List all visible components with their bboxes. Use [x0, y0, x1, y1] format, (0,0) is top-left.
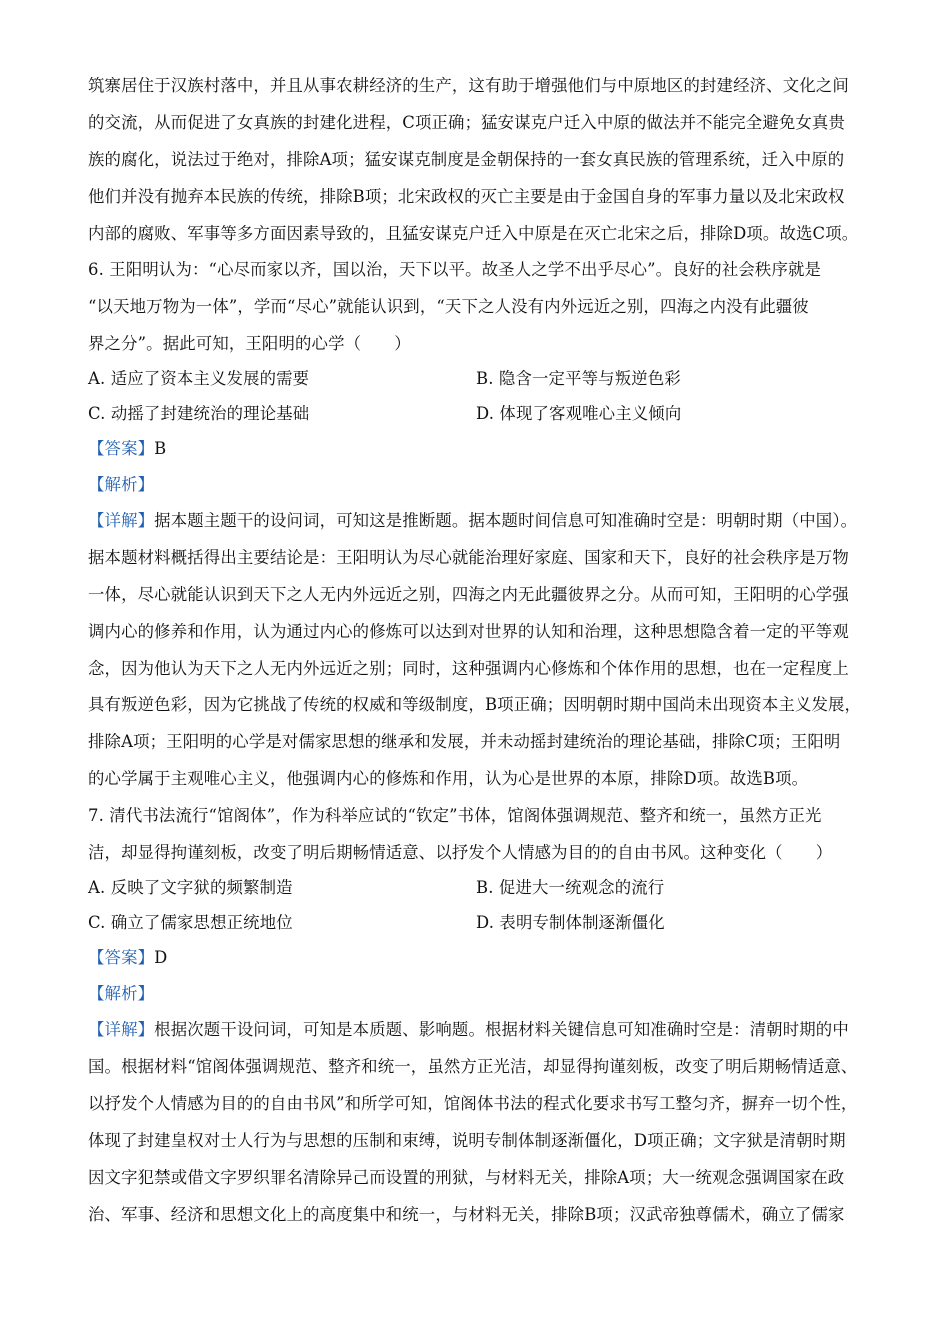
- paragraph-line: 的交流，从而促进了女真族的封建化进程，C项正确；猛安谋克户迁入中原的做法并不能完全避免女真贵: [88, 113, 846, 132]
- q7-option-b: B. 促进大一统观念的流行: [476, 878, 665, 897]
- q7-detail-line: 以抒发个人情感为目的的自由书风”和所学可知，馆阁体书法的程式化要求书写工整匀齐，摒弃一切个性，: [88, 1094, 858, 1113]
- paragraph-line: 他们并没有抛弃本民族的传统，排除B项；北宋政权的灭亡主要是由于金国自身的军事力量以及北宋政权: [88, 187, 845, 206]
- q6-detail-line: 调内心的修养和作用，认为通过内心的修炼可以达到对世界的认知和治理，这种思想隐含着一定的平等观: [88, 622, 849, 641]
- q6-detail-line: 具有叛逆色彩，因为它挑战了传统的权威和等级制度，B项正确；因明朝时期中国尚未出现资本主义发展，: [88, 695, 862, 714]
- q7-detail-line: 国。根据材料“馆阁体强调规范、整齐和统一，虽然方正光洁，却显得拘谨刻板，改变了明后期畅情适意、: [88, 1057, 858, 1076]
- q7-detail-line: [88, 1019, 849, 1041]
- q6-detail-line: [88, 510, 857, 532]
- detail-tag: 【详解】: [88, 511, 155, 530]
- q6-option-b: B. 隐含一定平等与叛逆色彩: [476, 369, 681, 388]
- q6-answer: [88, 438, 166, 460]
- q6-detail-line: 念，因为他认为天下之人无内外远近之别；同时，这种强调内心修炼和个体作用的思想，也在一定程度上: [88, 659, 849, 678]
- answer-tag: 【答案】: [88, 948, 155, 967]
- q7-answer: [88, 947, 167, 969]
- detail-text: 根据次题干设问词，可知是本质题、影响题。根据材料关键信息可知准确时空是：清朝时期的中: [154, 1020, 849, 1039]
- q6-option-a: A. 适应了资本主义发展的需要: [88, 369, 310, 388]
- paragraph-line: 族的腐化，说法过于绝对，排除A项；猛安谋克制度是金朝保持的一套女真民族的管理系统，迁入中原的: [88, 150, 845, 169]
- q7-detail-line: 因文字犯禁或借文字罗织罪名清除异己而设置的刑狱，与材料无关，排除A项；大一统观念强调国家在政: [88, 1168, 845, 1187]
- answer-value: B: [154, 439, 167, 458]
- analysis-tag: 【解析】: [88, 475, 155, 494]
- analysis-tag: 【解析】: [88, 984, 155, 1003]
- q7-detail-line: 体现了封建皇权对士人行为与思想的压制和束缚，说明专制体制逐渐僵化，D项正确；文字狱是清朝时期: [88, 1131, 846, 1150]
- q7-stem-line: 7. 清代书法流行“馆阁体”，作为科举应试的“钦定”书体，馆阁体强调规范、整齐和统一，虽然方正光: [88, 806, 822, 825]
- q6-detail-line: 的心学属于主观唯心主义，他强调内心的修炼和作用，认为心是世界的本原，排除D项。故选B项。: [88, 769, 809, 788]
- q6-detail-line: 据本题材料概括得出主要结论是：王阳明认为尽心就能治理好家庭、国家和天下，良好的社会秩序是万物: [88, 548, 849, 567]
- detail-text: 据本题主题干的设问词，可知这是推断题。据本题时间信息可知准确时空是：明朝时期（中国）。: [154, 511, 858, 530]
- q7-option-c: C. 确立了儒家思想正统地位: [88, 913, 293, 932]
- q7-stem-line: 洁，却显得拘谨刻板，改变了明后期畅情适意、以抒发个人情感为目的的自由书风。这种变化（ ）: [88, 843, 833, 862]
- paragraph-line: 内部的腐败、军事等多方面因素导致的，且猛安谋克户迁入中原是在灭亡北宋之后，排除D项。故选C项。: [88, 224, 859, 243]
- q6-option-c: C. 动摇了封建统治的理论基础: [88, 404, 310, 423]
- q6-detail-line: 排除A项；王阳明的心学是对儒家思想的继承和发展，并未动摇封建统治的理论基础，排除C项；王阳明: [88, 732, 841, 751]
- q6-option-d: D. 体现了客观唯心主义倾向: [476, 404, 682, 423]
- paragraph-line: 筑寨居住于汉族村落中，并且从事农耕经济的生产，这有助于增强他们与中原地区的封建经济、文化之间: [88, 76, 849, 95]
- q6-detail-line: 一体，尽心就能认识到天下之人无内外远近之别，四海之内无此疆彼界之分。从而可知，王阳明的心学强: [88, 585, 849, 604]
- q7-option-d: D. 表明专制体制逐渐僵化: [476, 913, 665, 932]
- q6-stem-line: 界之分”。据此可知，王阳明的心学（ ）: [88, 334, 411, 353]
- answer-tag: 【答案】: [88, 439, 155, 458]
- q7-detail-line: 治、军事、经济和思想文化上的高度集中和统一，与材料无关，排除B项；汉武帝独尊儒术，确立了儒家: [88, 1205, 845, 1224]
- q6-stem-line: “以天地万物为一体”，学而“尽心”就能认识到，“天下之人没有内外远近之别，四海之内没有此疆彼: [88, 297, 809, 316]
- answer-value: D: [154, 948, 168, 967]
- q7-analysis-heading: [88, 983, 154, 1005]
- q7-option-a: A. 反映了文字狱的频繁制造: [88, 878, 293, 897]
- q6-stem-line: 6. 王阳明认为：“心尽而家以齐，国以治，天下以平。故圣人之学不出乎尽心”。良好的社会秩序就是: [88, 260, 822, 279]
- q6-analysis-heading: [88, 474, 154, 496]
- detail-tag: 【详解】: [88, 1020, 155, 1039]
